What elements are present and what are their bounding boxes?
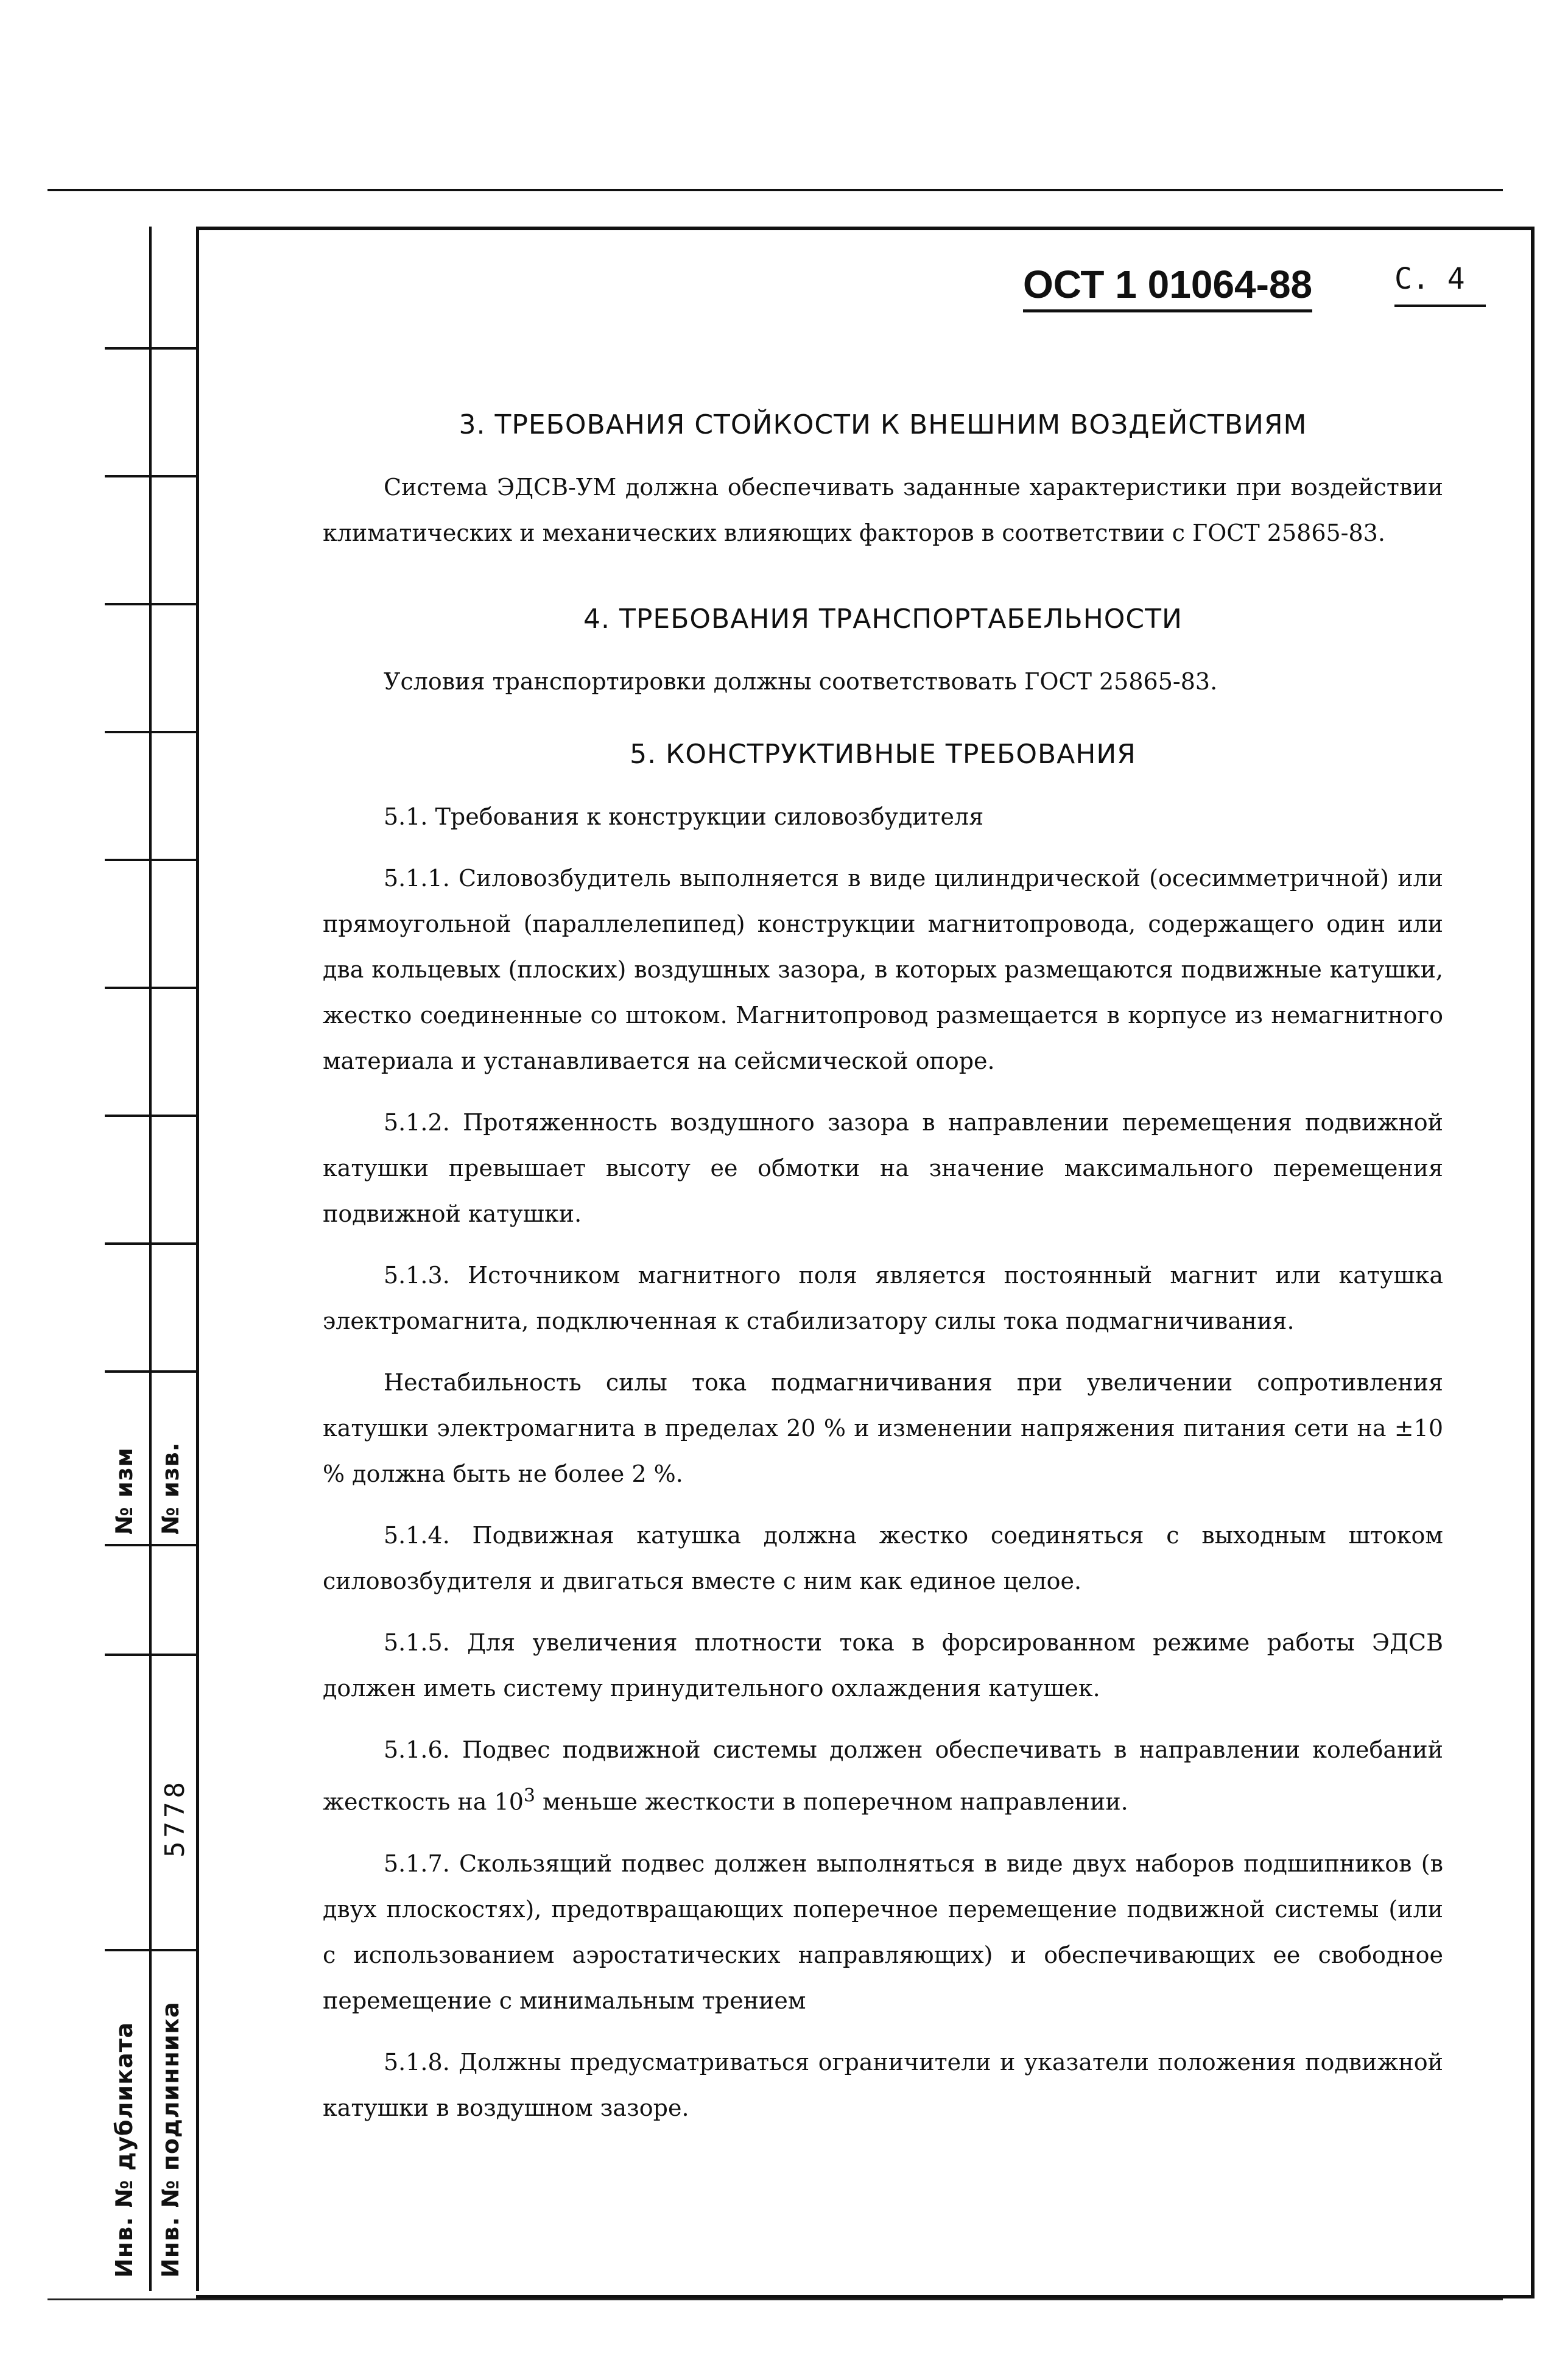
section-4-text: Условия транспортировки должны соответствовать ГОСТ 25865-83. (384, 668, 1218, 695)
paragraph-5-1-4: 5.1.4. Подвижная катушка должна жестко соединяться с выходным штоком силовозбудителя и двигаться вместе с ним как единое целое. (323, 1522, 1443, 1594)
stamp-divider (149, 227, 152, 2291)
paragraph-5-1-5: 5.1.5. Для увеличения плотности тока в форсированном режиме работы ЭДСВ должен иметь систему принудительного охлаждения катушек. (323, 1629, 1443, 1702)
document-body (323, 402, 1443, 2147)
section-3-title: 3. ТРЕБОВАНИЯ СТОЙКОСТИ К ВНЕШНИМ ВОЗДЕЙСТВИЯМ (459, 409, 1307, 440)
paragraph-5-1-3: 5.1.3. Источником магнитного поля является постоянный магнит или катушка электромагнита, подключенная к стабилизатору силы тока подмагничивания. (323, 1262, 1443, 1334)
stamp-inv-number: 5778 (160, 1778, 191, 1858)
paragraph-5-1-6-exponent: 3 (523, 1785, 535, 1806)
stamp-row-line (105, 475, 196, 477)
paragraph-5-1-6-text-end: меньше жесткости в поперечном направлении. (535, 1788, 1128, 1816)
stamp-row-line (105, 1370, 196, 1373)
stamp-row-line (105, 1242, 196, 1245)
paragraph-5-1-7: 5.1.7. Скользящий подвес должен выполняться в виде двух наборов подшипников (в двух плоскостях), предотвращающих поперечное перемещение подвижной системы (или с использованием аэростатических направляющих) и обеспечивающих ее свободное перемещение с минимальным трением (323, 1850, 1443, 2014)
stamp-row-line (105, 1115, 196, 1117)
section-3-text: Система ЭДСВ-УМ должна обеспечивать заданные характеристики при воздействии климатических и механических влияющих факторов в соответствии с ГОСТ 25865-83. (323, 474, 1443, 546)
stamp-row-line (105, 731, 196, 733)
paragraph-5-1-8: 5.1.8. Должны предусматриваться ограничители и указатели положения подвижной катушки в воздушном зазоре. (323, 2048, 1443, 2121)
paragraph-5-1-1: 5.1.1. Силовозбудитель выполняется в виде цилиндрической (осесимметричной) или прямоугольной (параллелепипед) конструкции магнитопровода, содержащего один или два кольцевых (плоских) воздушных зазора, в которых размещаются подвижные катушки, жестко соединенные со штоком. Магнитопровод размещается в корпусе из немагнитного материала и устанавливается на сейсмической опоре. (323, 865, 1443, 1074)
subsection-5-1-title: 5.1. Требования к конструкции силовозбудителя (384, 803, 984, 830)
stamp-column (105, 227, 199, 2291)
stamp-row-line (105, 987, 196, 989)
paragraph-5-1-2: 5.1.2. Протяженность воздушного зазора в направлении перемещения подвижной катушки превышает высоту ее обмотки на значение максимального перемещения подвижной катушки. (323, 1109, 1443, 1227)
stamp-row-line (105, 1544, 196, 1546)
stamp-row-line (105, 1654, 196, 1656)
stamp-row-line (105, 1949, 196, 1951)
paragraph-5-1-3-b: Нестабильность силы тока подмагничивания при увеличении сопротивления катушки электромагнита в пределах 20 % и изменении напряжения питания сети на ±10 % должна быть не более 2 %. (323, 1369, 1443, 1487)
section-4-title: 4. ТРЕБОВАНИЯ ТРАНСПОРТАБЕЛЬНОСТИ (583, 604, 1183, 635)
stamp-izv-label: № изв. (157, 1442, 184, 1535)
paragraph-5-1-6-text: 5.1.6. Подвес подвижной системы должен обеспечивать в направлении колебаний жесткость на 10 (323, 1736, 1443, 1816)
stamp-inv-original-label: Инв. № подлинника (157, 2001, 184, 2278)
page-number: С. 4 (1394, 262, 1486, 307)
standard-code: ОСТ 1 01064-88 (1023, 262, 1312, 312)
stamp-inv-duplicate-label: Инв. № дубликата (111, 2021, 138, 2278)
stamp-row-line (105, 859, 196, 861)
stamp-izm-label: № изм (111, 1447, 138, 1535)
section-5-title: 5. КОНСТРУКТИВНЫЕ ТРЕБОВАНИЯ (630, 739, 1136, 770)
stamp-row-line (105, 603, 196, 605)
paragraph-5-1-6 (323, 1727, 1443, 1825)
stamp-row-line (105, 347, 196, 350)
